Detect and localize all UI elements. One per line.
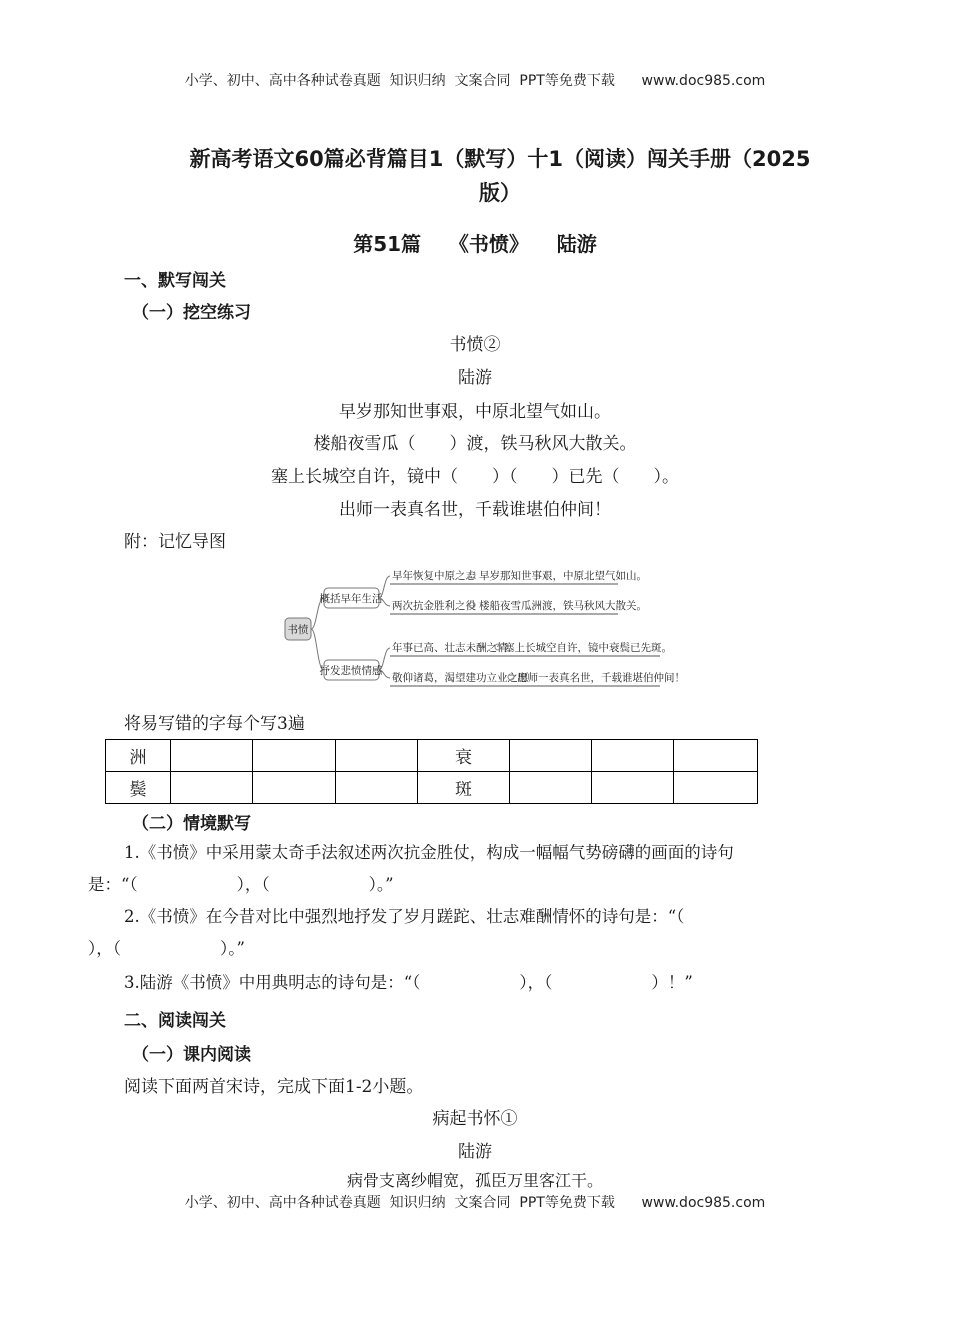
poem-line: 楼船夜雪瓜（ ）渡，铁马秋风大散关。 (313, 434, 637, 454)
page-footer: 小学、初中、高中各种试卷真题 知识归纳 文案合同 PPT等免费下载 www.doc985.com (184, 1195, 766, 1211)
poem-title: 书愤② (449, 335, 501, 355)
table-cell-blank[interactable] (592, 740, 674, 772)
table-cell: 衰 (417, 740, 510, 772)
table-cell-blank[interactable] (592, 772, 674, 804)
mindmap-leaf-key: 敬仰诸葛，渴望建功立业之愿 (392, 672, 529, 684)
table-cell-blank[interactable] (510, 740, 592, 772)
table-cell-blank[interactable] (674, 740, 758, 772)
table-cell-blank[interactable] (510, 772, 592, 804)
mindmap-branch-label: 抒发悲愤情感 (319, 665, 383, 677)
question-2-line-1: 2.《书愤》在今昔对比中强烈地抒发了岁月蹉跎、壮志难酬情怀的诗句是：“（ (124, 907, 685, 926)
mindmap-leaf-text: 出师一表真名世，千载谁堪伯仲间！ (517, 672, 685, 684)
poem-line: 早岁那知世事艰，中原北望气如山。 (339, 402, 611, 422)
poem2-author: 陆游 (458, 1142, 492, 1162)
page-header: 小学、初中、高中各种试卷真题 知识归纳 文案合同 PPT等免费下载 www.doc985.com (184, 73, 766, 89)
table-row (106, 740, 758, 772)
poem-line: 塞上长城空自许，镜中（ ）（ ）已先（ ）。 (271, 467, 679, 487)
table-cell-blank[interactable] (252, 772, 335, 804)
title-line-2: 版） (479, 181, 521, 205)
table-cell-blank[interactable] (335, 772, 417, 804)
table-cell: 洲 (106, 740, 171, 772)
memory-mind-map (284, 560, 685, 692)
table-cell-blank[interactable] (170, 740, 252, 772)
practice-instruction: 将易写错的字每个写3遍 (124, 714, 305, 734)
question-3: 3.陆游《书愤》中用典明志的诗句是：“（ ），（ ）！” (124, 973, 693, 992)
poem-line: 出师一表真名世，千载谁堪伯仲间！ (339, 500, 611, 520)
question-1-line-2: 是：“（ ），（ ）。” (88, 875, 394, 894)
poem-author: 陆游 (458, 368, 492, 388)
subsection-heading-fill-blank: （一）挖空练习 (132, 303, 251, 323)
character-practice-table (105, 739, 758, 804)
question-2-line-2: ），（ ）。” (88, 939, 245, 958)
title-line-1: 新高考语文60篇必背篇目1（默写）十1（阅读）闯关手册（2025 (189, 147, 811, 171)
mindmap-root: 书愤 (287, 624, 309, 636)
subsection-heading-in-class-reading: （一）课内阅读 (132, 1045, 251, 1065)
mindmap-leaf-key: 早年恢复中原之志 (392, 570, 476, 582)
table-cell-blank[interactable] (335, 740, 417, 772)
mindmap-branch-label: 概括早年生活 (319, 593, 383, 605)
mindmap-leaf-text: 早岁那知世事艰，中原北望气如山。 (479, 570, 647, 582)
section-heading-reading: 二、阅读闯关 (124, 1011, 226, 1031)
lesson-subtitle: 第51篇 《书愤》 陆游 (353, 232, 597, 256)
section-heading-dictation: 一、默写闯关 (124, 271, 226, 291)
table-cell-blank[interactable] (674, 772, 758, 804)
table-cell: 斑 (417, 772, 510, 804)
question-1-line-1: 1.《书愤》中采用蒙太奇手法叙述两次抗金胜仗，构成一幅幅气势磅礴的画面的诗句 (124, 843, 734, 862)
appendix-label: 附：记忆导图 (124, 532, 226, 552)
reading-instruction: 阅读下面两首宋诗，完成下面1-2小题。 (124, 1077, 424, 1097)
mindmap-leaf-key: 年事已高、壮志未酬之情 (392, 642, 508, 654)
table-cell: 鬓 (106, 772, 171, 804)
mindmap-leaf-text: 塞上长城空自许，镜中衰鬓已先斑。 (504, 642, 672, 654)
mindmap-leaf-text: 楼船夜雪瓜洲渡，铁马秋风大散关。 (479, 600, 647, 612)
poem2-title: 病起书怀① (432, 1109, 518, 1129)
mindmap-leaf-key: 两次抗金胜利之役 (392, 600, 476, 612)
document-title (140, 142, 860, 210)
subsection-heading-situational: （二）情境默写 (132, 814, 251, 834)
poem2-line: 病骨支离纱帽宽，孤臣万里客江干。 (346, 1171, 603, 1190)
table-cell-blank[interactable] (170, 772, 252, 804)
table-cell-blank[interactable] (252, 740, 335, 772)
table-row (106, 772, 758, 804)
